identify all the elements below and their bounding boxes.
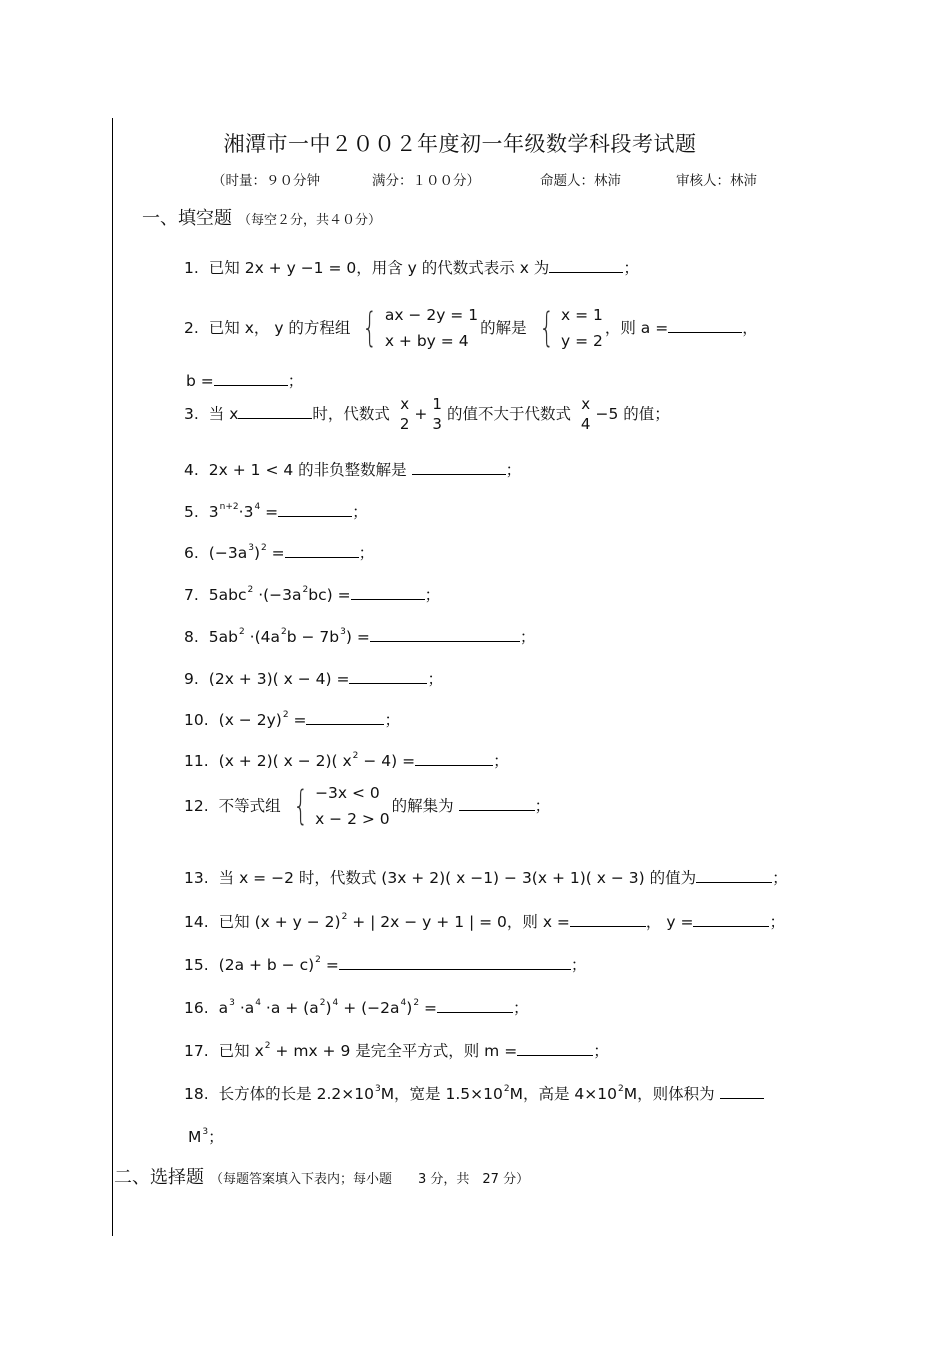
section-2-note: （每题答案填入下表内；每小题 3 分，共 27 分） — [210, 1172, 530, 1187]
question-17 — [184, 1039, 609, 1061]
numerator: 1 — [432, 395, 442, 413]
math-term: b − 7b — [286, 628, 340, 646]
operator: + — [414, 404, 428, 423]
operator: = — [320, 956, 339, 974]
question-text: ， y = — [645, 913, 694, 931]
answer-blank[interactable] — [696, 867, 772, 883]
section-1-note: （每空２分，共４０分） — [238, 213, 382, 228]
question-text: 当 x = −2 时，代数式 (3x + 2)( x −1) − 3(x + 1)( x − 3) 的值为 — [218, 869, 697, 887]
question-18-continued — [188, 1125, 224, 1147]
answer-blank-b[interactable] — [214, 370, 288, 386]
question-text: 已知 x， y 的方程组 — [208, 318, 351, 337]
left-brace-icon: { — [538, 305, 554, 352]
question-3 — [184, 394, 670, 435]
operator: = — [260, 503, 279, 521]
answer-blank-y[interactable] — [693, 911, 769, 927]
exponent: 2 — [264, 1041, 271, 1051]
punctuation: ； — [358, 544, 375, 562]
answer-blank[interactable] — [412, 459, 506, 475]
meta-score: 满分：１００分） — [372, 173, 480, 189]
section-1-heading: 一、填空题 — [142, 208, 232, 229]
punctuation: ； — [519, 628, 536, 646]
punctuation: ； — [772, 869, 788, 887]
exponent: 4 — [332, 998, 339, 1008]
question-number: 9. — [184, 670, 199, 688]
punctuation: ； — [352, 503, 368, 521]
punctuation: ； — [505, 461, 522, 479]
math-term: 5ab — [208, 628, 238, 646]
exponent: 3 — [248, 543, 254, 553]
question-number: 17. — [184, 1042, 209, 1060]
equation-row: y = 2 — [560, 332, 603, 351]
section-1-header — [142, 204, 381, 230]
question-number: 1. — [184, 259, 199, 277]
left-brace-icon: { — [292, 783, 308, 830]
question-text: ，则 a = — [604, 318, 669, 337]
answer-blank[interactable] — [415, 750, 493, 766]
section-2-header — [114, 1163, 529, 1189]
question-number: 12. — [184, 796, 209, 815]
exponent: 3 — [340, 627, 346, 637]
math-term: ·(4a — [244, 628, 280, 646]
question-18 — [184, 1082, 764, 1104]
punctuation: ； — [424, 586, 441, 604]
equation-row: x + by = 4 — [384, 332, 469, 351]
punctuation: ； — [534, 796, 551, 815]
punctuation: ； — [512, 999, 529, 1017]
math-term: a — [218, 999, 229, 1017]
punctuation: ； — [427, 670, 443, 688]
answer-blank[interactable] — [339, 954, 571, 970]
question-text: + | 2x − y + 1 | = 0，则 x = — [347, 913, 570, 931]
question-2-continued — [186, 369, 303, 391]
question-text: 的解集为 — [391, 796, 454, 815]
math-term: ·(−3a — [253, 586, 302, 604]
equation-system — [357, 302, 478, 355]
question-text: 已知 (x + y − 2) — [218, 913, 341, 931]
question-text: 不等式组 — [218, 796, 281, 815]
exponent: 3 — [229, 998, 235, 1008]
question-number: 18. — [184, 1085, 209, 1103]
question-text: 已知 x — [218, 1042, 264, 1060]
answer-blank[interactable] — [720, 1083, 764, 1099]
question-13 — [184, 866, 788, 888]
question-5 — [184, 500, 368, 522]
numerator: x — [400, 395, 410, 413]
numerator: x — [581, 395, 591, 413]
operator: = — [419, 999, 437, 1017]
math-term: ·a — [234, 999, 255, 1017]
math-term: (x − 2y) — [218, 711, 282, 729]
answer-blank-a[interactable] — [668, 317, 742, 333]
math-term: (x + 2)( x − 2)( x — [218, 752, 352, 770]
math-term: ) — [325, 999, 332, 1017]
question-text: 的解是 — [480, 318, 527, 337]
question-9 — [184, 667, 443, 689]
exponent: 2 — [617, 1084, 624, 1094]
exponent: 4 — [254, 502, 261, 512]
math-term: 3 — [243, 503, 254, 521]
punctuation: ； — [493, 752, 509, 770]
denominator: 4 — [580, 415, 591, 434]
exponent: n+2 — [219, 502, 239, 512]
question-number: 15. — [184, 956, 209, 974]
exponent: 4 — [255, 998, 261, 1008]
answer-blank[interactable] — [437, 997, 513, 1013]
math-term: (−3a — [208, 544, 248, 562]
punctuation: ； — [593, 1042, 609, 1060]
punctuation: ； — [769, 913, 785, 931]
equation-row: x = 1 — [560, 306, 603, 324]
question-number: 11. — [184, 752, 209, 770]
exponent: 2 — [281, 627, 287, 637]
punctuation: ； — [570, 956, 587, 974]
math-term: (2a + b − c) — [218, 956, 315, 974]
question-number: 10. — [184, 711, 209, 729]
exponent: 2 — [503, 1084, 510, 1094]
question-1 — [184, 256, 639, 278]
math-term: − 4) = — [358, 752, 416, 770]
question-2 — [184, 302, 758, 355]
punctuation: ， — [742, 318, 758, 337]
question-number: 6. — [184, 544, 199, 562]
question-number: 2. — [184, 318, 199, 337]
math-term: 3 — [208, 503, 219, 521]
inequality-system — [288, 780, 390, 833]
exam-title: 湘潭市一中２００２年度初一年级数学科段考试题 — [223, 132, 697, 156]
denominator: 2 — [399, 415, 410, 434]
question-6 — [184, 541, 374, 563]
question-text: + mx + 9 是完全平方式，则 m = — [270, 1042, 518, 1060]
left-brace-icon: { — [362, 305, 378, 352]
question-number: 16. — [184, 999, 209, 1017]
fraction — [398, 394, 412, 435]
answer-blank[interactable] — [349, 668, 427, 684]
question-text: 当 x — [208, 404, 239, 423]
punctuation: ； — [384, 711, 400, 729]
fraction — [579, 394, 593, 435]
answer-blank[interactable] — [238, 403, 312, 419]
question-number: 13. — [184, 869, 209, 887]
question-8 — [184, 625, 535, 647]
exponent: 2 — [282, 710, 289, 720]
math-term: ) = — [345, 628, 370, 646]
question-11 — [184, 749, 509, 771]
question-text: b = — [186, 372, 214, 390]
question-15 — [184, 953, 586, 975]
exponent: 2 — [247, 585, 254, 595]
math-term: ) — [253, 544, 260, 562]
math-term: ·a + (a — [260, 999, 319, 1017]
question-number: 4. — [184, 461, 199, 479]
question-number: 3. — [184, 404, 199, 423]
answer-blank[interactable] — [459, 795, 535, 811]
operator: = — [288, 711, 307, 729]
punctuation: ； — [623, 259, 639, 277]
question-number: 8. — [184, 628, 199, 646]
question-number: 14. — [184, 913, 209, 931]
answer-blank[interactable] — [517, 1040, 593, 1056]
section-2-heading: 二、选择题 — [114, 1167, 204, 1188]
inequality-row: x − 2 > 0 — [315, 810, 390, 829]
exponent: 2 — [341, 912, 348, 922]
math-term: bc) = — [308, 586, 351, 604]
question-text: 2x + 1 < 4 的非负整数解是 — [208, 461, 407, 479]
question-text: 已知 2x + y −1 = 0，用含 y 的代数式表示 x 为 — [208, 259, 550, 277]
question-7 — [184, 583, 440, 605]
question-text: 长方体的长是 2.2×10 — [218, 1085, 374, 1103]
exponent: 2 — [315, 955, 321, 965]
question-text: −5 的值； — [595, 404, 670, 423]
answer-blank[interactable] — [285, 542, 359, 558]
exponent: 2 — [302, 585, 309, 595]
operator: · — [238, 503, 244, 521]
solution-system — [534, 302, 603, 355]
math-term: ) — [406, 999, 413, 1017]
exponent: 2 — [319, 998, 326, 1008]
exponent: 2 — [413, 998, 420, 1008]
math-term: (2x + 3)( x − 4) = — [208, 670, 350, 688]
denominator: 3 — [432, 415, 442, 434]
answer-blank[interactable] — [549, 257, 623, 273]
answer-blank[interactable] — [351, 584, 425, 600]
meta-author: 命题人：林沛 — [540, 173, 621, 189]
exponent: 2 — [261, 543, 267, 553]
left-margin-rule — [112, 118, 113, 1236]
answer-blank-x[interactable] — [570, 911, 646, 927]
question-16 — [184, 996, 528, 1018]
answer-blank[interactable] — [370, 626, 520, 642]
question-14 — [184, 910, 785, 932]
question-text: M，宽是 1.5×10 — [380, 1085, 503, 1103]
meta-reviewer: 审核人：林沛 — [676, 173, 757, 189]
question-4 — [184, 458, 521, 480]
exponent: 3 — [374, 1084, 381, 1094]
question-number: 5. — [184, 503, 199, 521]
question-12 — [184, 780, 550, 833]
equation-row: ax − 2y = 1 — [384, 306, 479, 324]
punctuation: ； — [208, 1128, 224, 1146]
exponent: 2 — [239, 627, 245, 637]
exponent: 2 — [352, 751, 359, 761]
math-term: + (−2a — [338, 999, 400, 1017]
math-term: 5abc — [208, 586, 247, 604]
fraction — [430, 394, 444, 435]
exponent: 4 — [400, 998, 407, 1008]
question-text: 时，代数式 — [312, 404, 390, 423]
answer-blank[interactable] — [306, 709, 384, 725]
exponent: 3 — [202, 1127, 209, 1137]
meta-time: （时量：９０分钟 — [212, 173, 320, 189]
operator: = — [266, 544, 285, 562]
inequality-row: −3x < 0 — [315, 784, 380, 802]
punctuation: ； — [287, 372, 304, 390]
question-10 — [184, 708, 400, 730]
question-text: M，高是 4×10 — [509, 1085, 617, 1103]
question-number: 7. — [184, 586, 199, 604]
question-text: M，则体积为 — [623, 1085, 715, 1103]
answer-blank[interactable] — [278, 501, 352, 517]
question-text: 的值不大于代数式 — [446, 404, 571, 423]
unit-text: M — [188, 1128, 202, 1146]
